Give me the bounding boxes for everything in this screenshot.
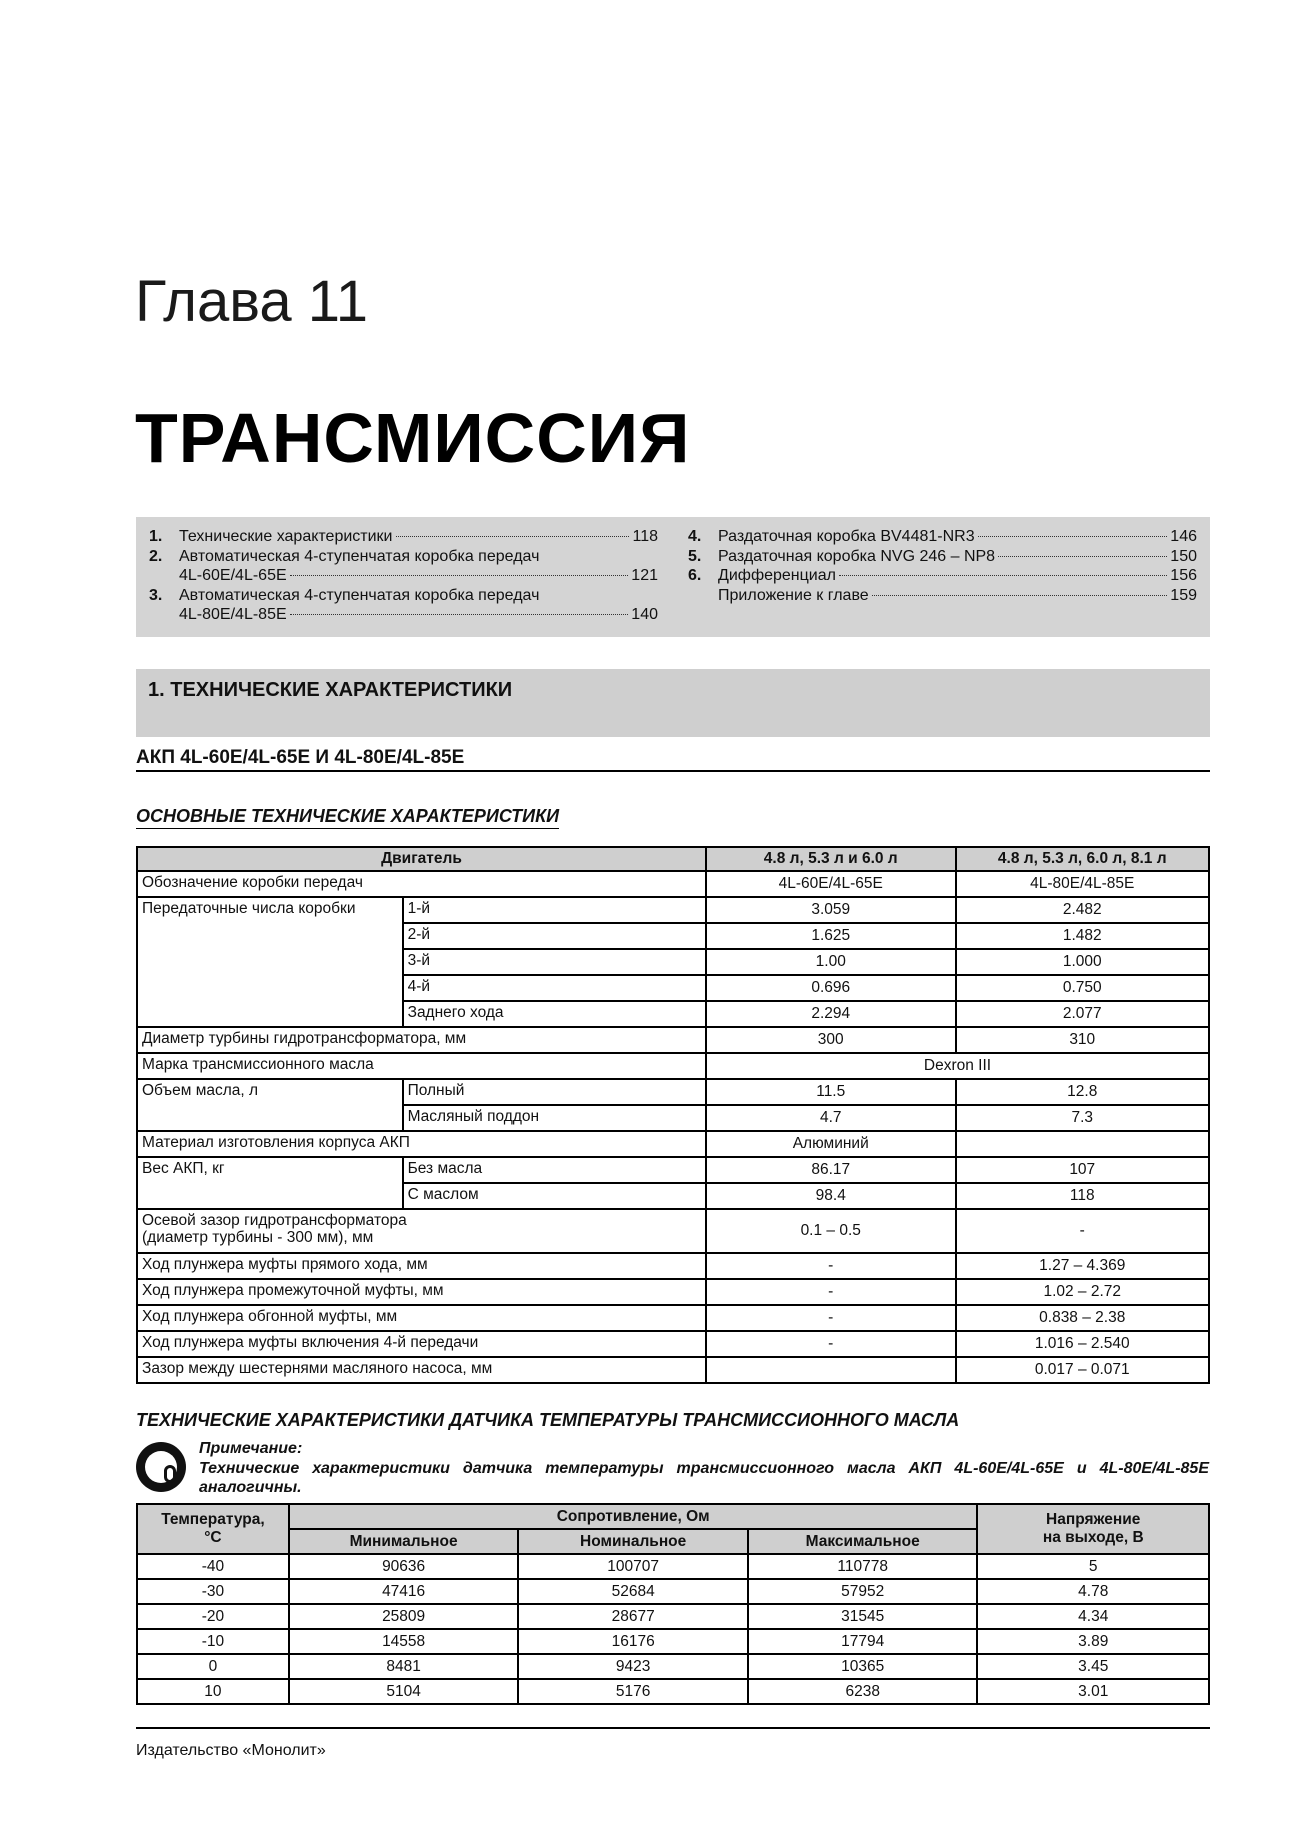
table-row: -10 14558 16176 17794 3.89: [137, 1629, 1209, 1654]
section-header: 1. ТЕХНИЧЕСКИЕ ХАРАКТЕРИСТИКИ: [136, 669, 1210, 737]
row-label: Обозначение коробки передач: [137, 871, 706, 897]
table-cell: 12.8: [956, 1079, 1210, 1105]
table-row: [137, 1331, 1209, 1357]
row-label: Марка трансмиссионного масла: [137, 1053, 706, 1079]
table-cell: 4L-60E/4L-65E: [706, 871, 956, 897]
sub-heading: АКП 4L-60E/4L-65E И 4L-80E/4L-85E: [136, 747, 1210, 772]
table-cell: 4L-80E/4L-85E: [956, 871, 1210, 897]
table-row: [137, 1131, 1209, 1157]
table-cell: 300: [706, 1027, 956, 1053]
toc-item[interactable]: 4. Раздаточная коробка BV4481-NR3 146: [688, 528, 1197, 545]
table-cell: 1.02 – 2.72: [956, 1279, 1210, 1305]
table-cell: 2.294: [706, 1001, 956, 1027]
table-row: [137, 1357, 1209, 1383]
table-cell: 0.1 – 0.5: [706, 1209, 956, 1253]
table-cell: 1.482: [956, 923, 1210, 949]
table-header: 4.8 л, 5.3 л и 6.0 л: [706, 847, 956, 871]
table-cell: 2.482: [956, 897, 1210, 923]
sub-label: 2-й: [403, 923, 706, 949]
table-row: [137, 871, 1209, 897]
table-cell: 3.059: [706, 897, 956, 923]
spec-table: [136, 846, 1210, 1384]
table-cell: Алюминий: [706, 1131, 956, 1157]
main-specs-heading: ОСНОВНЫЕ ТЕХНИЧЕСКИЕ ХАРАКТЕРИСТИКИ: [136, 806, 559, 829]
table-cell: 2.077: [956, 1001, 1210, 1027]
sub-label: Заднего хода: [403, 1001, 706, 1027]
row-label: Материал изготовления корпуса АКП: [137, 1131, 706, 1157]
row-label: Диаметр турбины гидротрансформатора, мм: [137, 1027, 706, 1053]
page-title: ТРАНСМИССИЯ: [135, 399, 691, 477]
table-header-row: [137, 1504, 1209, 1529]
table-row: [137, 1253, 1209, 1279]
row-label: Ход плунжера муфты прямого хода, мм: [137, 1253, 706, 1279]
row-label: Ход плунжера промежуточной муфты, мм: [137, 1279, 706, 1305]
table-cell: 1.00: [706, 949, 956, 975]
toc-item[interactable]: 1. Технические характеристики 118: [149, 528, 658, 545]
chapter-label: Глава 11: [135, 269, 368, 334]
table-header: Температура, °С: [137, 1504, 289, 1554]
table-row: [137, 1079, 1209, 1105]
table-row: 10 5104 5176 6238 3.01: [137, 1679, 1209, 1704]
table-header: Максимальное: [748, 1529, 978, 1554]
row-label: Ход плунжера обгонной муфты, мм: [137, 1305, 706, 1331]
row-label: Ход плунжера муфты включения 4-й передачи: [137, 1331, 706, 1357]
table-row: [137, 897, 1209, 923]
toc-column-left: [149, 527, 658, 637]
table-row: -20 25809 28677 31545 4.34: [137, 1604, 1209, 1629]
note-title: Примечание:: [199, 1440, 303, 1457]
table-cell: 310: [956, 1027, 1210, 1053]
table-row: [137, 1305, 1209, 1331]
table-row: -40 90636 100707 110778 5: [137, 1554, 1209, 1579]
table-cell: 1.27 – 4.369: [956, 1253, 1210, 1279]
table-cell: [956, 1131, 1210, 1157]
table-cell: -: [706, 1279, 956, 1305]
table-of-contents: [136, 517, 1210, 637]
sub-label: Масляный поддон: [403, 1105, 706, 1131]
table-cell: -: [706, 1331, 956, 1357]
sensor-heading: ТЕХНИЧЕСКИЕ ХАРАКТЕРИСТИКИ ДАТЧИКА ТЕМПЕРАТУРЫ ТРАНСМИССИОННОГО МАСЛА: [136, 1410, 960, 1430]
row-label: Объем масла, л: [137, 1079, 403, 1131]
sub-label: 4-й: [403, 975, 706, 1001]
sensor-table: [136, 1503, 1210, 1705]
table-header: 4.8 л, 5.3 л, 6.0 л, 8.1 л: [956, 847, 1210, 871]
sub-label: С маслом: [403, 1183, 706, 1209]
sub-label: Без масла: [403, 1157, 706, 1183]
table-cell: 98.4: [706, 1183, 956, 1209]
table-cell: 4.7: [706, 1105, 956, 1131]
table-cell: 118: [956, 1183, 1210, 1209]
toc-item[interactable]: 2. Автоматическая 4-ступенчатая коробка передач 4L-60E/4L-65E 121: [149, 547, 658, 584]
toc-column-right: [688, 527, 1197, 637]
table-row: [137, 1027, 1209, 1053]
table-cell: 0.838 – 2.38: [956, 1305, 1210, 1331]
note-block: [136, 1440, 1210, 1496]
table-row: 0 8481 9423 10365 3.45: [137, 1654, 1209, 1679]
table-cell: 0.017 – 0.071: [956, 1357, 1210, 1383]
table-row: [137, 1279, 1209, 1305]
table-header: Сопротивление, Ом: [289, 1504, 978, 1529]
footer-publisher: Издательство «Монолит»: [136, 1742, 326, 1759]
table-header: Напряжение на выходе, В: [977, 1504, 1209, 1554]
table-row: [137, 1157, 1209, 1183]
table-cell: 1.016 – 2.540: [956, 1331, 1210, 1357]
table-cell: -: [706, 1253, 956, 1279]
row-label: Передаточные числа коробки: [137, 897, 403, 1027]
toc-item[interactable]: 3. Автоматическая 4-ступенчатая коробка передач 4L-80E/4L-85E 140: [149, 586, 658, 623]
info-bulb-icon: [136, 1442, 186, 1492]
table-cell: Dexron III: [706, 1053, 1209, 1079]
sub-label: Полный: [403, 1079, 706, 1105]
table-cell: 7.3: [956, 1105, 1210, 1131]
table-cell: -: [706, 1305, 956, 1331]
sub-label: 1-й: [403, 897, 706, 923]
table-cell: 1.000: [956, 949, 1210, 975]
table-row: [137, 1053, 1209, 1079]
toc-item[interactable]: Приложение к главе 159: [718, 586, 1197, 604]
table-cell: [706, 1357, 956, 1383]
table-cell: -: [956, 1209, 1210, 1253]
table-cell: 1.625: [706, 923, 956, 949]
table-cell: 86.17: [706, 1157, 956, 1183]
toc-item[interactable]: 5. Раздаточная коробка NVG 246 – NP8 150: [688, 547, 1197, 565]
table-cell: 0.750: [956, 975, 1210, 1001]
row-label: Осевой зазор гидротрансформатора (диаметр турбины - 300 мм), мм: [137, 1209, 706, 1253]
table-row: -30 47416 52684 57952 4.78: [137, 1579, 1209, 1604]
table-cell: 11.5: [706, 1079, 956, 1105]
row-label: Зазор между шестернями масляного насоса, мм: [137, 1357, 706, 1383]
table-header-row: [137, 847, 1209, 871]
table-cell: 107: [956, 1157, 1210, 1183]
toc-item[interactable]: 6. Дифференциал 156: [688, 567, 1197, 584]
table-row: [137, 1209, 1209, 1253]
footer-divider: [136, 1727, 1210, 1729]
row-label: Вес АКП, кг: [137, 1157, 403, 1209]
note-text: Технические характеристики датчика температуры трансмиссионного масла АКП 4L-60E/4L-65E и 4L-80E/4L-85E аналогичны.: [199, 1460, 1209, 1496]
table-header: Минимальное: [289, 1529, 519, 1554]
table-cell: 0.696: [706, 975, 956, 1001]
table-header: Двигатель: [137, 847, 706, 871]
table-header: Номинальное: [518, 1529, 748, 1554]
sub-label: 3-й: [403, 949, 706, 975]
